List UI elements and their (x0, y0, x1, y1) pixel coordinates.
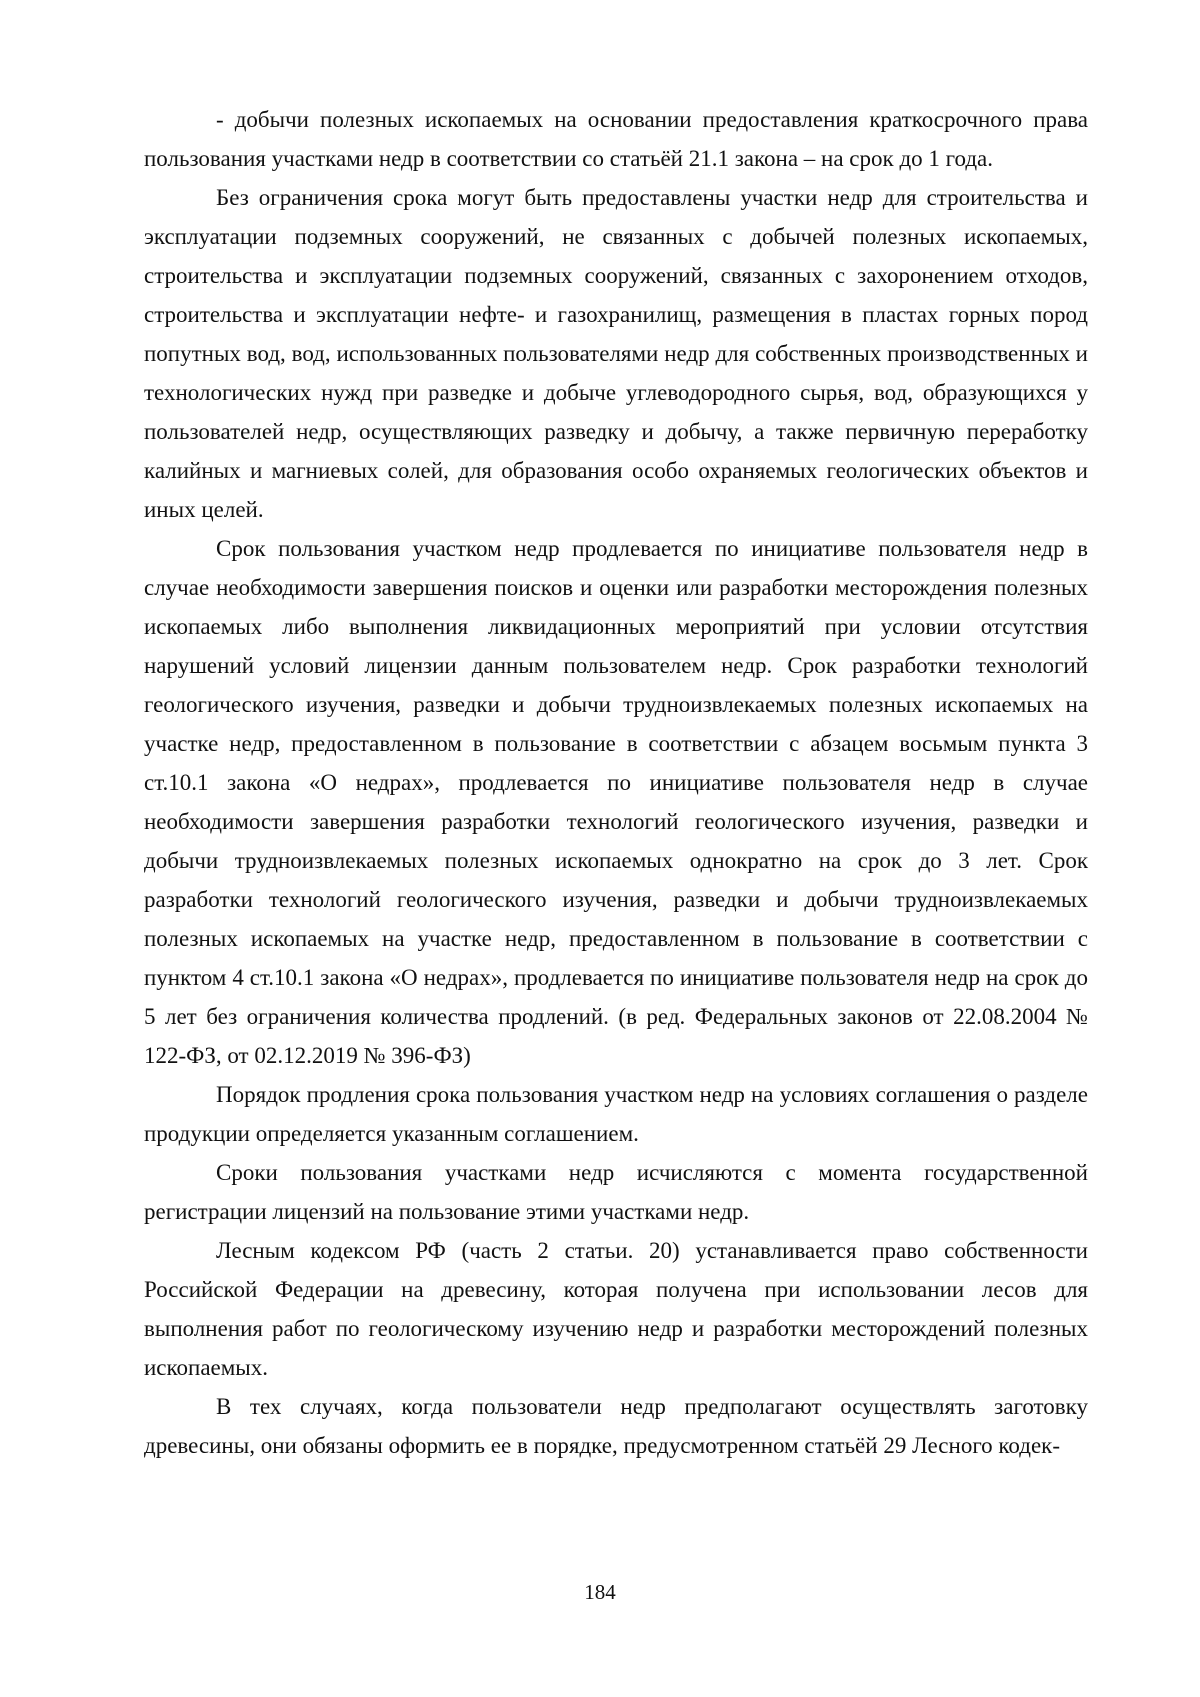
paragraph-psa-extension: Порядок продления срока пользования участком недр на условиях соглашения о разделе продукции определяется указанным соглашением. (144, 1082, 1088, 1146)
paragraph-term-calculation: Сроки пользования участками недр исчисляются с момента государственной регистрации лицензий на пользование этими участками недр. (144, 1160, 1088, 1224)
page-number: 184 (584, 1580, 616, 1604)
paragraph-term-extension: Срок пользования участком недр продлевается по инициативе пользователя недр в случае необходимости завершения поисков и оценки или разработки месторождения полезных ископаемых либо выполнения ликвидационных мероприятий при условии отсутствия нарушений условий лицензии данным пользователем недр. Срок разработки технологий геологического изучения, разведки и добычи трудноизвлекаемых полезных ископаемых на участке недр, предоставленном в пользование в соответствии с абзацем восьмым пункта 3 ст.10.1 закона «О недрах», продлевается по инициативе пользователя недр в случае необходимости завершения разработки технологий геологического изучения, разведки и добычи трудноизвлекаемых полезных ископаемых однократно на срок до 3 лет. Срок разработки технологий геологического изучения, разведки и добычи трудноизвлекаемых полезных ископаемых на участке недр, предоставленном в пользование в соответствии с пунктом 4 ст.10.1 закона «О недрах», продлевается по инициативе пользователя недр на срок до 5 лет без ограничения количества продлений. (в ред. Федеральных законов от 22.08.2004 № 122-ФЗ, от 02.12.2019 № 396-ФЗ) (144, 536, 1088, 1068)
document-page (144, 100, 1088, 1465)
paragraph-timber-harvesting: В тех случаях, когда пользователи недр предполагают осуществлять заготовку древесины, они обязаны оформить ее в порядке, предусмотренном статьёй 29 Лесного кодек- (144, 1394, 1088, 1458)
paragraph-forest-code: Лесным кодексом РФ (часть 2 статьи. 20) устанавливается право собственности Российской Федерации на древесину, которая получена при использовании лесов для выполнения работ по геологическому изучению недр и разработки месторождений полезных ископаемых. (144, 1238, 1088, 1380)
paragraph-unlimited-term: Без ограничения срока могут быть предоставлены участки недр для строительства и эксплуатации подземных сооружений, не связанных с добычей полезных ископаемых, строительства и эксплуатации подземных сооружений, связанных с захоронением отходов, строительства и эксплуатации нефте- и газохранилищ, размещения в пластах горных пород попутных вод, вод, использованных пользователями недр для собственных производственных и технологических нужд при разведке и добыче углеводородного сырья, вод, образующихся у пользователей недр, осуществляющих разведку и добычу, а также первичную переработку калийных и магниевых солей, для образования особо охраняемых геологических объектов и иных целей. (144, 185, 1088, 522)
paragraph-short-term-mining: - добычи полезных ископаемых на основании предоставления краткосрочного права пользования участками недр в соответствии со статьёй 21.1 закона – на срок до 1 года. (144, 107, 1088, 171)
